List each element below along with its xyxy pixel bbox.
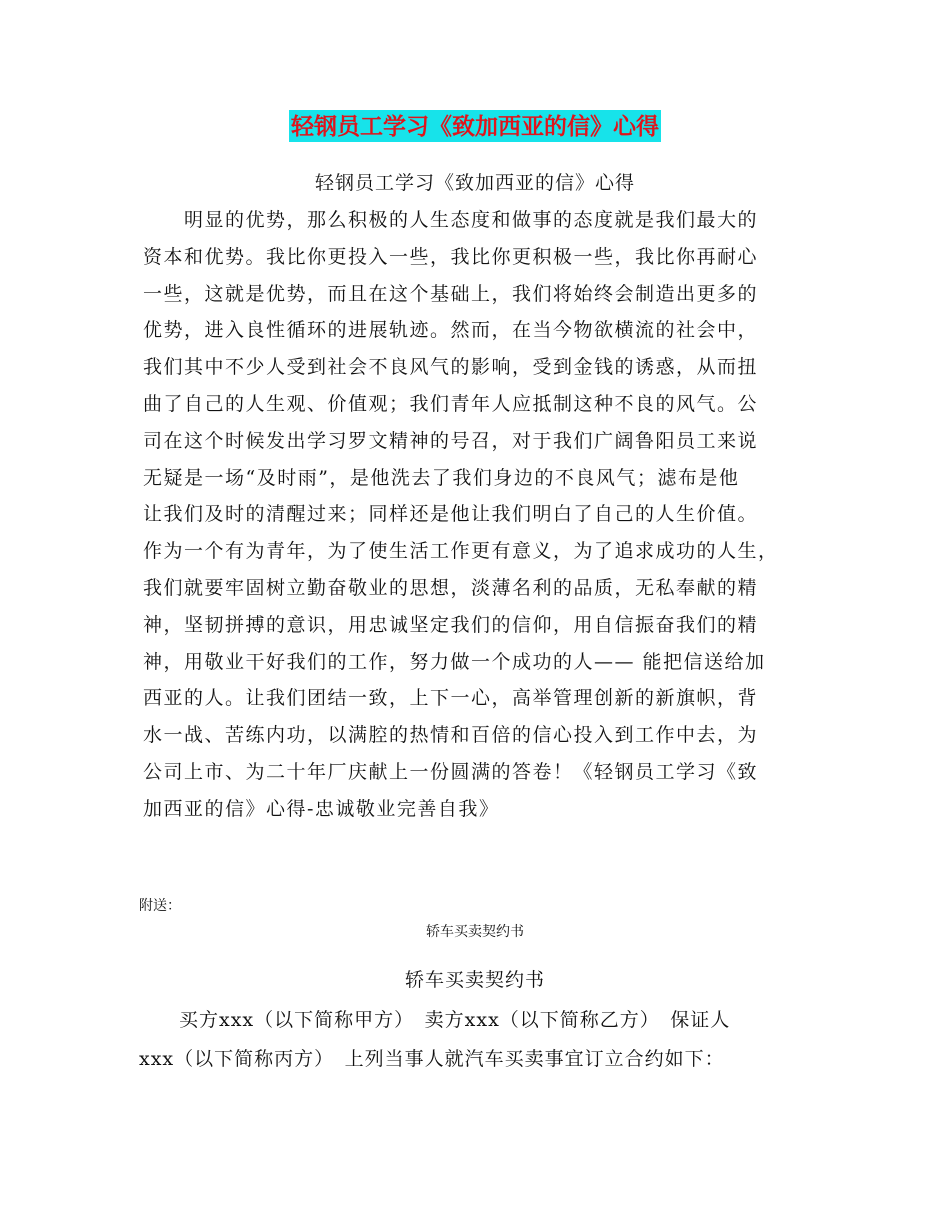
text-line: 加西亚的信》心得-忠诚敬业完善自我》: [143, 797, 500, 820]
article-subtitle: 轻钢员工学习《致加西亚的信》心得: [314, 172, 635, 194]
text-line: 司在这个时候发出学习罗文精神的号召，对于我们广阔鲁阳员工来说: [143, 429, 759, 452]
text-line: 明显的优势，那么积极的人生态度和做事的态度就是我们最大的: [143, 209, 759, 231]
contract-body: [139, 1001, 819, 1079]
text-line: 资本和优势。我比你更投入一些，我比你更积极一些，我比你再耐心: [143, 245, 759, 268]
text-line: 西亚的人。让我们团结一致，上下一心，高举管理创新的新旗帜，背: [143, 687, 759, 710]
text-line: 让我们及时的清醒过来；同样还是他让我们明白了自己的人生价值。: [143, 503, 759, 526]
text-line: 作为一个有为青年，为了使生活工作更有意义，为了追求成功的人生，: [143, 540, 779, 563]
text-line: 我们就要牢固树立勤奋敬业的思想，淡薄名利的品质，无私奉献的精: [143, 576, 759, 599]
document-title: 轻钢员工学习《致加西亚的信》心得: [289, 110, 661, 142]
contract-title: 轿车买卖契约书: [404, 969, 545, 991]
text-line: 一些，这就是优势，而且在这个基础上，我们将始终会制造出更多的: [143, 282, 759, 305]
text-line: 我们其中不少人受到社会不良风气的影响，受到金钱的诱惑，从而扭: [143, 356, 759, 379]
text-line: 神，用敬业干好我们的工作，努力做一个成功的人—— 能把信送给加: [143, 650, 766, 673]
contract-small-title: 轿车买卖契约书: [426, 924, 524, 940]
attached-label: 附送：: [139, 898, 181, 914]
text-line: 曲了自己的人生观、价值观；我们青年人应抵制这种不良的风气。公: [143, 392, 759, 415]
text-line: 公司上市、为二十年厂庆献上一份圆满的答卷！《轻钢员工学习《致: [143, 760, 759, 783]
text-line: xxx（以下简称丙方） 上列当事人就汽车买卖事宜订立合约如下：: [139, 1048, 725, 1070]
article-body: [143, 202, 808, 828]
document-title-container: [0, 110, 950, 142]
text-line: 买方xxx（以下简称甲方） 卖方xxx（以下简称乙方） 保证人: [139, 1009, 731, 1031]
text-line: 神，坚韧拼搏的意识，用忠诚坚定我们的信仰，用自信振奋我们的精: [143, 613, 759, 636]
text-line: 水一战、苦练内功，以满腔的热情和百倍的信心投入到工作中去，为: [143, 724, 759, 747]
text-line: 无疑是一场“及时雨”，是他洗去了我们身边的不良风气；滤布是他: [143, 466, 740, 489]
text-line: 优势，进入良性循环的进展轨迹。然而，在当今物欲横流的社会中，: [143, 319, 759, 342]
